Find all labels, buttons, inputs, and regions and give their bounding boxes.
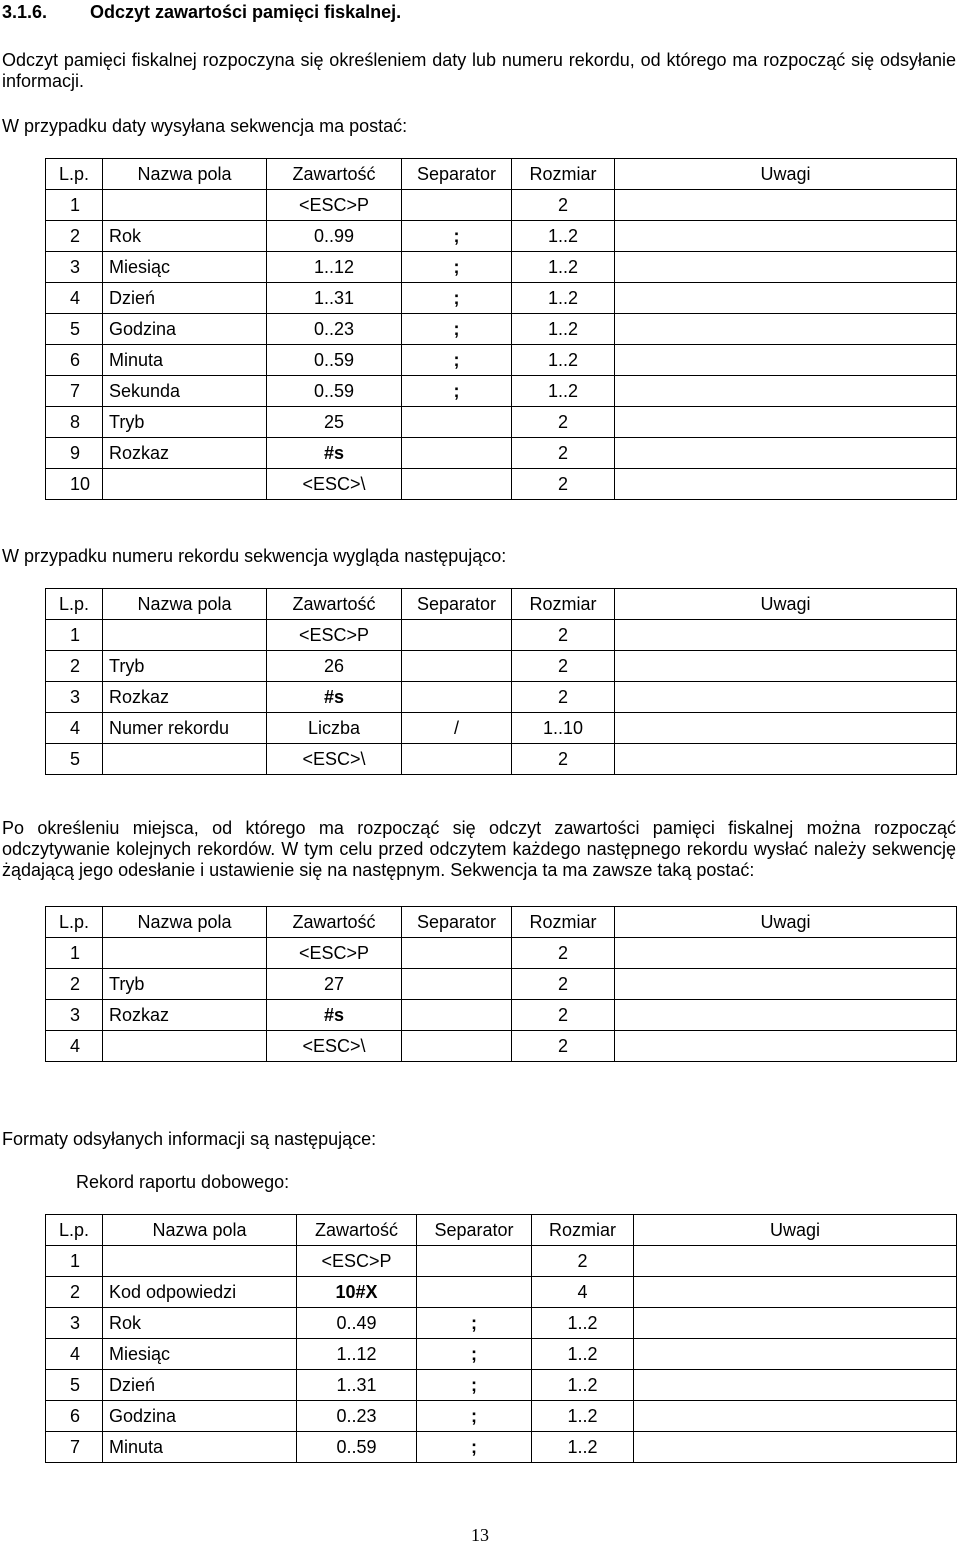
table-row	[46, 1339, 957, 1370]
cell-field-name: Miesiąc	[103, 1339, 297, 1370]
header-notes: Uwagi	[615, 159, 957, 190]
cell-size: 1..2	[512, 345, 615, 376]
table-row	[46, 620, 957, 651]
cell-size: 2	[512, 651, 615, 682]
cell-content: 10#X	[297, 1277, 417, 1308]
cell-separator	[417, 1246, 532, 1277]
header-separator: Separator	[402, 907, 512, 938]
cell-size: 1..10	[512, 713, 615, 744]
cell-notes	[615, 1031, 957, 1062]
cell-notes	[615, 407, 957, 438]
daily-report-caption: Rekord raportu dobowego:	[76, 1172, 290, 1192]
cell-separator	[402, 190, 512, 221]
table-row	[46, 190, 957, 221]
cell-lp: 6	[46, 345, 103, 376]
cell-notes	[615, 314, 957, 345]
cell-size: 1..2	[532, 1432, 634, 1463]
section-heading	[2, 2, 401, 23]
cell-field-name	[103, 1246, 297, 1277]
table-row	[46, 407, 957, 438]
cell-separator: ;	[417, 1401, 532, 1432]
cell-separator: ;	[402, 221, 512, 252]
cell-notes	[615, 221, 957, 252]
cell-content: 27	[267, 969, 402, 1000]
cell-field-name	[103, 190, 267, 221]
cell-lp: 3	[46, 252, 103, 283]
cell-separator	[402, 438, 512, 469]
cell-field-name: Numer rekordu	[103, 713, 267, 744]
cell-notes	[615, 938, 957, 969]
cell-content: <ESC>\	[267, 1031, 402, 1062]
cell-content: 26	[267, 651, 402, 682]
table-row	[46, 1370, 957, 1401]
cell-separator	[402, 620, 512, 651]
cell-size: 2	[512, 969, 615, 1000]
table-header-row	[46, 589, 957, 620]
cell-separator	[402, 651, 512, 682]
cell-size: 1..2	[512, 252, 615, 283]
cell-lp: 5	[46, 1370, 103, 1401]
cell-content: <ESC>\	[267, 469, 402, 500]
cell-content: 0..59	[267, 376, 402, 407]
cell-separator: ;	[417, 1370, 532, 1401]
cell-content: 0..49	[297, 1308, 417, 1339]
cell-size: 1..2	[512, 376, 615, 407]
table-row	[46, 682, 957, 713]
cell-notes	[634, 1339, 957, 1370]
cell-notes	[634, 1277, 957, 1308]
cell-lp: 1	[46, 620, 103, 651]
cell-separator: ;	[402, 314, 512, 345]
cell-size: 1..2	[532, 1401, 634, 1432]
section-number: 3.1.6.	[2, 2, 48, 22]
header-lp: L.p.	[46, 1215, 103, 1246]
cell-lp: 7	[46, 376, 103, 407]
table-row	[46, 1401, 957, 1432]
page-number: 13	[471, 1525, 489, 1545]
cell-separator: ;	[402, 376, 512, 407]
cell-separator: ;	[402, 252, 512, 283]
table-row	[46, 969, 957, 1000]
table-row	[46, 1432, 957, 1463]
cell-field-name: Minuta	[103, 1432, 297, 1463]
cell-lp: 2	[46, 1277, 103, 1308]
cell-content: <ESC>\	[267, 744, 402, 775]
cell-content: <ESC>P	[297, 1246, 417, 1277]
cell-separator: ;	[402, 283, 512, 314]
header-size: Rozmiar	[512, 907, 615, 938]
cell-size: 2	[512, 469, 615, 500]
cell-content: 1..12	[267, 252, 402, 283]
date-caption: W przypadku daty wysyłana sekwencja ma postać:	[2, 116, 408, 136]
cell-content: 0..59	[267, 345, 402, 376]
cell-separator	[402, 682, 512, 713]
cell-field-name	[103, 744, 267, 775]
cell-content: #s	[267, 1000, 402, 1031]
cell-lp: 9	[46, 438, 103, 469]
cell-lp: 4	[46, 1031, 103, 1062]
cell-separator	[402, 1031, 512, 1062]
header-field-name: Nazwa pola	[103, 1215, 297, 1246]
cell-notes	[615, 651, 957, 682]
header-lp: L.p.	[46, 589, 103, 620]
cell-content: 0..23	[267, 314, 402, 345]
cell-size: 2	[512, 744, 615, 775]
cell-separator: ;	[417, 1339, 532, 1370]
cell-content: #s	[267, 682, 402, 713]
table-header-row	[46, 159, 957, 190]
cell-content: <ESC>P	[267, 938, 402, 969]
cell-notes	[615, 713, 957, 744]
header-content: Zawartość	[297, 1215, 417, 1246]
cell-notes	[615, 1000, 957, 1031]
cell-separator	[402, 938, 512, 969]
daily-report-table	[45, 1214, 957, 1463]
cell-field-name	[103, 1031, 267, 1062]
table-row	[46, 314, 957, 345]
cell-field-name: Rozkaz	[103, 682, 267, 713]
table-row	[46, 938, 957, 969]
cell-content: #s	[267, 438, 402, 469]
table-row	[46, 1277, 957, 1308]
cell-lp: 1	[46, 190, 103, 221]
header-field-name: Nazwa pola	[103, 159, 267, 190]
cell-lp: 4	[46, 283, 103, 314]
next-record-sequence-table	[45, 906, 957, 1062]
cell-separator	[417, 1277, 532, 1308]
cell-content: 25	[267, 407, 402, 438]
cell-separator: /	[402, 713, 512, 744]
header-notes: Uwagi	[615, 907, 957, 938]
cell-notes	[615, 469, 957, 500]
cell-notes	[615, 376, 957, 407]
cell-content: 1..31	[297, 1370, 417, 1401]
cell-field-name: Miesiąc	[103, 252, 267, 283]
header-content: Zawartość	[267, 159, 402, 190]
table-row	[46, 1308, 957, 1339]
cell-size: 2	[512, 190, 615, 221]
cell-field-name: Kod odpowiedzi	[103, 1277, 297, 1308]
cell-field-name: Minuta	[103, 345, 267, 376]
table-row	[46, 252, 957, 283]
cell-notes	[615, 744, 957, 775]
cell-separator	[402, 1000, 512, 1031]
cell-field-name: Tryb	[103, 969, 267, 1000]
cell-size: 2	[512, 938, 615, 969]
table-row	[46, 713, 957, 744]
table-row	[46, 1000, 957, 1031]
cell-size: 1..2	[512, 314, 615, 345]
intro-paragraph: Odczyt pamięci fiskalnej rozpoczyna się określeniem daty lub numeru rekordu, od którego ma rozpocząć się odsyłanie informacji.	[2, 50, 956, 91]
header-field-name: Nazwa pola	[103, 589, 267, 620]
cell-notes	[615, 252, 957, 283]
cell-separator	[402, 469, 512, 500]
table-header-row	[46, 1215, 957, 1246]
cell-size: 1..2	[532, 1370, 634, 1401]
cell-field-name: Dzień	[103, 1370, 297, 1401]
cell-content: 0..23	[297, 1401, 417, 1432]
cell-content: 1..12	[297, 1339, 417, 1370]
cell-size: 1..2	[532, 1339, 634, 1370]
table-row	[46, 1031, 957, 1062]
cell-lp: 1	[46, 1246, 103, 1277]
cell-field-name	[103, 620, 267, 651]
cell-content: 1..31	[267, 283, 402, 314]
cell-separator	[402, 744, 512, 775]
cell-field-name: Rozkaz	[103, 1000, 267, 1031]
date-sequence-table	[45, 158, 957, 500]
cell-size: 2	[512, 438, 615, 469]
cell-size: 2	[512, 1000, 615, 1031]
cell-notes	[615, 283, 957, 314]
cell-notes	[615, 438, 957, 469]
cell-lp: 7	[46, 1432, 103, 1463]
cell-notes	[634, 1432, 957, 1463]
cell-lp: 3	[46, 1308, 103, 1339]
table-row	[46, 221, 957, 252]
cell-content: <ESC>P	[267, 190, 402, 221]
header-content: Zawartość	[267, 589, 402, 620]
cell-notes	[615, 969, 957, 1000]
cell-size: 2	[512, 1031, 615, 1062]
next-record-paragraph: Po określeniu miejsca, od którego ma rozpocząć się odczyt zawartości pamięci fiskalnej można rozpocząć odczytywanie kolejnych rekordów. W tym celu przed odczytem każdego następnego rekordu wysłać należy sekwencję żądającą jego odesłanie i ustawienie się na następnym. Sekwencja ta ma zawsze taką postać:	[2, 818, 956, 880]
header-size: Rozmiar	[532, 1215, 634, 1246]
table-row	[46, 283, 957, 314]
cell-field-name: Rok	[103, 221, 267, 252]
cell-notes	[634, 1401, 957, 1432]
cell-content: Liczba	[267, 713, 402, 744]
header-notes: Uwagi	[634, 1215, 957, 1246]
cell-notes	[615, 682, 957, 713]
cell-content: 0..99	[267, 221, 402, 252]
cell-size: 2	[512, 407, 615, 438]
cell-lp: 2	[46, 969, 103, 1000]
cell-lp: 6	[46, 1401, 103, 1432]
cell-lp: 3	[46, 1000, 103, 1031]
cell-content: <ESC>P	[267, 620, 402, 651]
cell-field-name: Dzień	[103, 283, 267, 314]
header-notes: Uwagi	[615, 589, 957, 620]
cell-field-name: Godzina	[103, 314, 267, 345]
cell-size: 1..2	[512, 283, 615, 314]
cell-separator: ;	[417, 1308, 532, 1339]
table-row	[46, 469, 957, 500]
record-caption: W przypadku numeru rekordu sekwencja wygląda następująco:	[2, 546, 507, 566]
table-row	[46, 1246, 957, 1277]
formats-caption: Formaty odsyłanych informacji są następujące:	[2, 1129, 377, 1149]
table-row	[46, 651, 957, 682]
header-separator: Separator	[417, 1215, 532, 1246]
cell-size: 1..2	[532, 1308, 634, 1339]
cell-lp: 5	[46, 314, 103, 345]
cell-notes	[615, 190, 957, 221]
cell-size: 4	[532, 1277, 634, 1308]
cell-field-name: Tryb	[103, 651, 267, 682]
cell-notes	[634, 1246, 957, 1277]
cell-lp: 4	[46, 713, 103, 744]
cell-separator: ;	[417, 1432, 532, 1463]
header-lp: L.p.	[46, 907, 103, 938]
cell-field-name	[103, 469, 267, 500]
cell-lp: 4	[46, 1339, 103, 1370]
cell-lp: 5	[46, 744, 103, 775]
cell-lp: 1	[46, 938, 103, 969]
section-title: Odczyt zawartości pamięci fiskalnej.	[90, 2, 402, 22]
cell-field-name: Tryb	[103, 407, 267, 438]
table-header-row	[46, 907, 957, 938]
cell-size: 2	[512, 682, 615, 713]
cell-field-name: Godzina	[103, 1401, 297, 1432]
header-field-name: Nazwa pola	[103, 907, 267, 938]
header-lp: L.p.	[46, 159, 103, 190]
header-size: Rozmiar	[512, 159, 615, 190]
header-separator: Separator	[402, 589, 512, 620]
cell-field-name: Rok	[103, 1308, 297, 1339]
cell-lp: 3	[46, 682, 103, 713]
header-size: Rozmiar	[512, 589, 615, 620]
table-row	[46, 438, 957, 469]
cell-separator	[402, 969, 512, 1000]
cell-lp: 10	[46, 469, 103, 500]
cell-lp: 2	[46, 221, 103, 252]
cell-size: 2	[512, 620, 615, 651]
table-row	[46, 744, 957, 775]
cell-lp: 2	[46, 651, 103, 682]
cell-content: 0..59	[297, 1432, 417, 1463]
cell-separator: ;	[402, 345, 512, 376]
cell-notes	[634, 1308, 957, 1339]
cell-notes	[615, 620, 957, 651]
cell-lp: 8	[46, 407, 103, 438]
header-separator: Separator	[402, 159, 512, 190]
cell-separator	[402, 407, 512, 438]
cell-size: 2	[532, 1246, 634, 1277]
table-row	[46, 345, 957, 376]
cell-field-name	[103, 938, 267, 969]
cell-field-name: Sekunda	[103, 376, 267, 407]
record-sequence-table	[45, 588, 957, 775]
header-content: Zawartość	[267, 907, 402, 938]
table-row	[46, 376, 957, 407]
cell-notes	[615, 345, 957, 376]
cell-field-name: Rozkaz	[103, 438, 267, 469]
cell-size: 1..2	[512, 221, 615, 252]
cell-notes	[634, 1370, 957, 1401]
